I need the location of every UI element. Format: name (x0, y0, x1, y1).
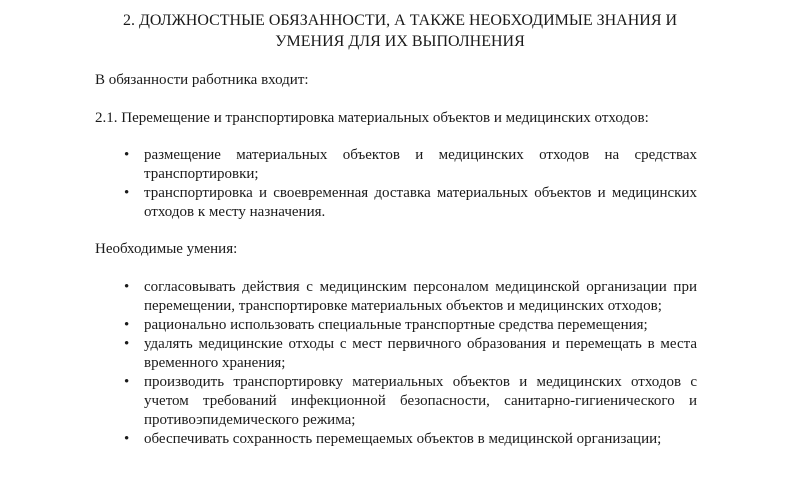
section-title (60, 10, 740, 52)
section-title-line-2: УМЕНИЯ ДЛЯ ИХ ВЫПОЛНЕНИЯ (275, 33, 525, 50)
list-item: • рационально использовать специальные транспортные средства перемещения; (122, 316, 697, 335)
list-item: • производить транспортировку материальных объектов и медицинских отходов с учетом требований инфекционной безопасности, санитарно-гигиенического и противоэпидемического режима; (122, 373, 697, 430)
duties-list (122, 146, 697, 222)
list-item: • удалять медицинские отходы с мест первичного образования и перемещать в места временного хранения; (122, 335, 697, 373)
skills-list (122, 278, 697, 449)
list-item: • размещение материальных объектов и медицинских отходов на средствах транспортировки; (122, 146, 697, 184)
subsection-2-1-heading: 2.1. Перемещение и транспортировка материальных объектов и медицинских отходов: (95, 110, 649, 126)
duties-intro: В обязанности работника входит: (95, 72, 309, 88)
list-item: • согласовывать действия с медицинским персоналом медицинской организации при перемещении, транспортировке материальных объектов и медицинских отходов; (122, 278, 697, 316)
skills-heading: Необходимые умения: (95, 241, 238, 257)
list-item: • транспортировка и своевременная доставка материальных объектов и медицинских отходов к месту назначения. (122, 184, 697, 222)
list-item: • обеспечивать сохранность перемещаемых объектов в медицинской организации; (122, 430, 697, 449)
section-title-line-1: 2. ДОЛЖНОСТНЫЕ ОБЯЗАННОСТИ, А ТАКЖЕ НЕОБХОДИМЫЕ ЗНАНИЯ И (122, 12, 678, 29)
